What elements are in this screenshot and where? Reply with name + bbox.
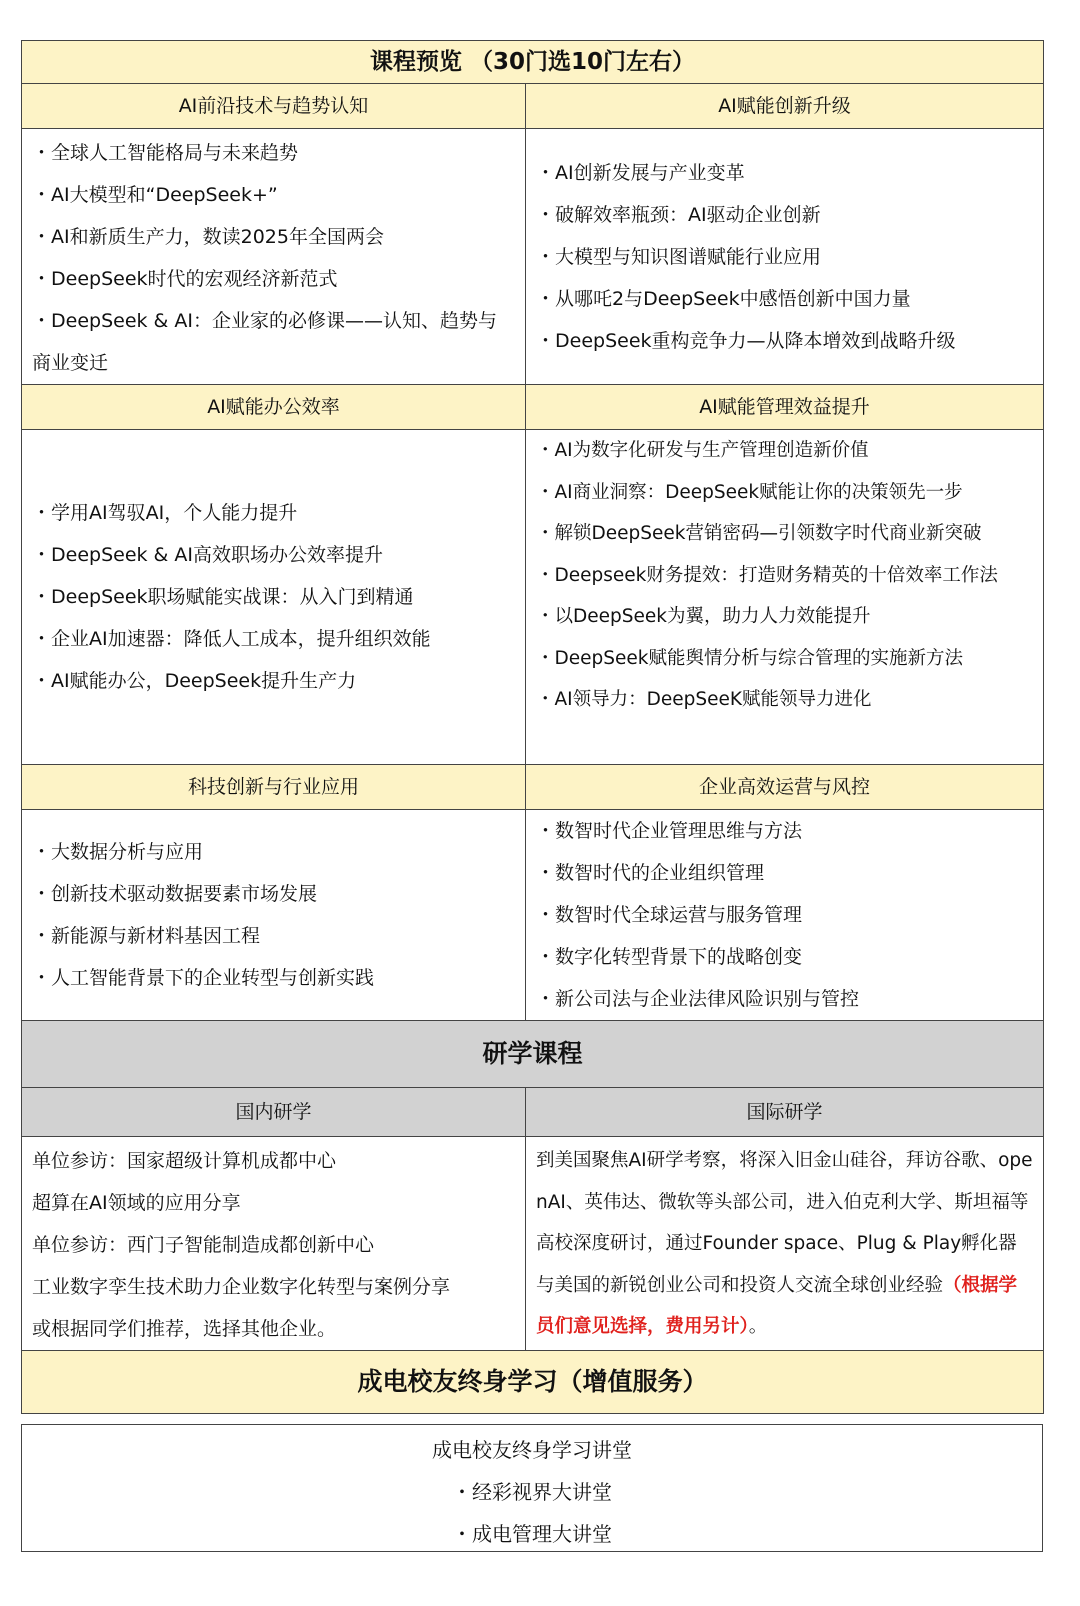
course-item: ・企业AI加速器：降低人工成本，提升组织效能 bbox=[32, 628, 431, 650]
course-item: ・AI和新质生产力，数读2025年全国两会 bbox=[32, 226, 384, 248]
course-item: ・从哪吒2与DeepSeek中感悟创新中国力量 bbox=[536, 287, 911, 310]
course-item: ・数字化转型背景下的战略创变 bbox=[536, 946, 803, 968]
course-item: ・DeepSeek时代的宏观经济新范式 bbox=[32, 268, 338, 290]
domestic-study-heading: 国内研学 bbox=[22, 1088, 526, 1137]
course-item: ・大数据分析与应用 bbox=[32, 841, 204, 863]
course-item: ・解锁DeepSeek营销密码—引领数字时代商业新突破 bbox=[536, 523, 982, 544]
course-item: ・新公司法与企业法律风险识别与管控 bbox=[536, 988, 860, 1010]
course-item: ・DeepSeek赋能舆情分析与综合管理的实施新方法 bbox=[536, 647, 963, 669]
category-ai-innovation: AI赋能创新升级 bbox=[526, 84, 1044, 129]
course-list-management-benefit bbox=[526, 430, 1044, 765]
course-item: ・DeepSeek & AI高效职场办公效率提升 bbox=[32, 544, 384, 566]
study-line: 或根据同学们推荐，选择其他企业。 bbox=[32, 1318, 337, 1340]
domestic-study-content bbox=[22, 1137, 526, 1351]
course-item: ・DeepSeek重构竞争力—从降本增效到战略升级 bbox=[536, 329, 956, 352]
course-list-operations-risk bbox=[526, 810, 1044, 1021]
course-item: ・以DeepSeek为翼，助力人力效能提升 bbox=[536, 606, 871, 627]
course-list-ai-frontier bbox=[22, 129, 526, 385]
lecture-item: ・成电管理大讲堂 bbox=[452, 1522, 612, 1546]
course-item: ・AI创新发展与产业变革 bbox=[536, 161, 745, 184]
course-item: ・新能源与新材料基因工程 bbox=[32, 925, 261, 947]
course-item: ・AI为数字化研发与生产管理创造新价值 bbox=[536, 440, 869, 461]
category-operations-risk: 企业高效运营与风控 bbox=[526, 765, 1044, 810]
study-title: 研学课程 bbox=[22, 1021, 1044, 1088]
course-item: ・学用AI驾驭AI，个人能力提升 bbox=[32, 502, 298, 524]
fee-note: （根据学员们意见选择，费用另计） bbox=[536, 1274, 1018, 1337]
alumni-lecture-heading: 成电校友终身学习讲堂 bbox=[432, 1438, 632, 1462]
category-ai-frontier: AI前沿技术与趋势认知 bbox=[22, 84, 526, 129]
category-office-efficiency: AI赋能办公效率 bbox=[22, 385, 526, 430]
international-study-content bbox=[526, 1137, 1044, 1351]
alumni-lecture-box bbox=[21, 1424, 1043, 1552]
study-line: 超算在AI领域的应用分享 bbox=[32, 1192, 241, 1214]
category-management-benefit: AI赋能管理效益提升 bbox=[526, 385, 1044, 430]
course-item: ・AI大模型和“DeepSeek+” bbox=[32, 184, 278, 206]
period: 。 bbox=[748, 1316, 768, 1337]
course-item: ・数智时代企业管理思维与方法 bbox=[536, 820, 803, 842]
course-item: ・AI领导力：DeepSeeK赋能领导力进化 bbox=[536, 689, 872, 710]
course-item: ・数智时代的企业组织管理 bbox=[536, 862, 765, 884]
course-item: ・数智时代全球运营与服务管理 bbox=[536, 904, 803, 926]
study-line: 工业数字孪生技术助力企业数字化转型与案例分享 bbox=[32, 1276, 451, 1298]
course-item: ・创新技术驱动数据要素市场发展 bbox=[32, 883, 318, 905]
course-item: ・AI商业洞察：DeepSeek赋能让你的决策领先一步 bbox=[536, 481, 963, 503]
course-list-office-efficiency bbox=[22, 430, 526, 765]
international-study-heading: 国际研学 bbox=[526, 1088, 1044, 1137]
preview-title: 课程预览 （30门选10门左右） bbox=[22, 41, 1044, 84]
category-tech-industry: 科技创新与行业应用 bbox=[22, 765, 526, 810]
course-item: ・人工智能背景下的企业转型与创新实践 bbox=[32, 967, 375, 989]
course-item: ・AI赋能办公，DeepSeek提升生产力 bbox=[32, 670, 357, 692]
lecture-item: ・经彩视界大讲堂 bbox=[452, 1480, 612, 1504]
study-line: 单位参访：国家超级计算机成都中心 bbox=[32, 1150, 337, 1172]
course-item: ・DeepSeek职场赋能实战课：从入门到精通 bbox=[32, 586, 414, 608]
course-item: ・大模型与知识图谱赋能行业应用 bbox=[536, 245, 822, 268]
course-list-tech-industry bbox=[22, 810, 526, 1021]
alumni-title: 成电校友终身学习（增值服务） bbox=[22, 1351, 1044, 1414]
course-item: ・DeepSeek & AI：企业家的必修课——认知、趋势与商业变迁 bbox=[32, 310, 498, 374]
international-study-text: 到美国聚焦AI研学考察，将深入旧金山硅谷，拜访谷歌、openAI、英伟达、微软等头部公司，进入伯克利大学、斯坦福等高校深度研讨，通过Founder space、Plug & Play孵化器与美国的新锐创业公司和投资人交流全球创业经验 bbox=[536, 1150, 1033, 1296]
study-line: 单位参访：西门子智能制造成都创新中心 bbox=[32, 1234, 375, 1256]
course-item: ・Deepseek财务提效：打造财务精英的十倍效率工作法 bbox=[536, 564, 998, 586]
course-item: ・破解效率瓶颈：AI驱动企业创新 bbox=[536, 203, 821, 226]
course-item: ・全球人工智能格局与未来趋势 bbox=[32, 142, 299, 164]
course-list-ai-innovation bbox=[526, 129, 1044, 385]
course-preview-table bbox=[21, 40, 1043, 1414]
